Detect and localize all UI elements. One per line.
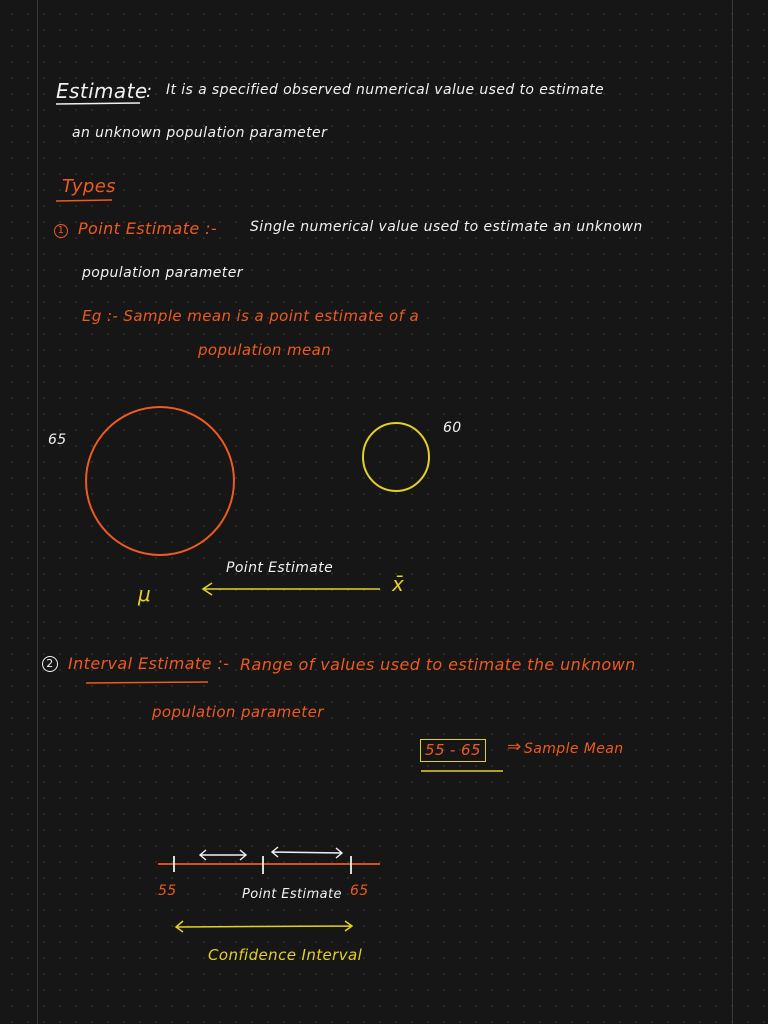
double-arrow-left <box>200 850 246 860</box>
range-box: 55 - 65 <box>420 739 486 762</box>
mu-symbol: μ <box>138 582 152 606</box>
point-estimate-desc-1: Single numerical value used to estimate an unknown <box>250 219 643 235</box>
interval-middle-label: Point Estimate <box>242 887 342 902</box>
point-estimate-example-2: population mean <box>198 341 332 359</box>
point-estimate-title: Point Estimate :- <box>78 219 218 238</box>
estimate-colon: : <box>146 81 153 102</box>
interval-estimate-number: 2 <box>42 656 58 672</box>
interval-underline <box>86 682 208 683</box>
range-caption: Sample Mean <box>524 741 624 757</box>
sample-circle <box>363 423 429 491</box>
population-circle <box>86 407 234 555</box>
point-estimate-desc-2: population parameter <box>82 265 243 281</box>
point-estimate-arrow-label: Point Estimate <box>226 560 334 576</box>
double-arrow-right <box>272 847 342 858</box>
confidence-interval-label: Confidence Interval <box>208 946 363 964</box>
big-circle-label: 65 <box>48 432 67 448</box>
definition-line-2: an unknown population parameter <box>72 125 328 141</box>
interval-right-value: 65 <box>350 883 369 899</box>
point-estimate-number: 1 <box>54 224 68 238</box>
estimate-term: Estimate <box>56 79 148 103</box>
implies-arrow: ⇒ <box>507 737 522 757</box>
definition-line-1: It is a specified observed numerical value used to estimate <box>166 82 605 98</box>
estimate-underline <box>56 103 140 104</box>
interval-estimate-title: Interval Estimate :- <box>68 654 230 673</box>
interval-left-value: 55 <box>158 883 177 899</box>
types-heading: Types <box>62 176 116 197</box>
types-underline <box>56 200 112 201</box>
point-estimate-example-1: Eg :- Sample mean is a point estimate of a <box>82 307 420 325</box>
interval-estimate-desc-2: population parameter <box>152 703 324 721</box>
interval-estimate-desc-1: Range of values used to estimate the unknown <box>240 655 636 674</box>
xbar-symbol: x̄ <box>392 572 405 596</box>
confidence-interval-arrow <box>176 921 352 932</box>
small-circle-label: 60 <box>443 420 462 436</box>
